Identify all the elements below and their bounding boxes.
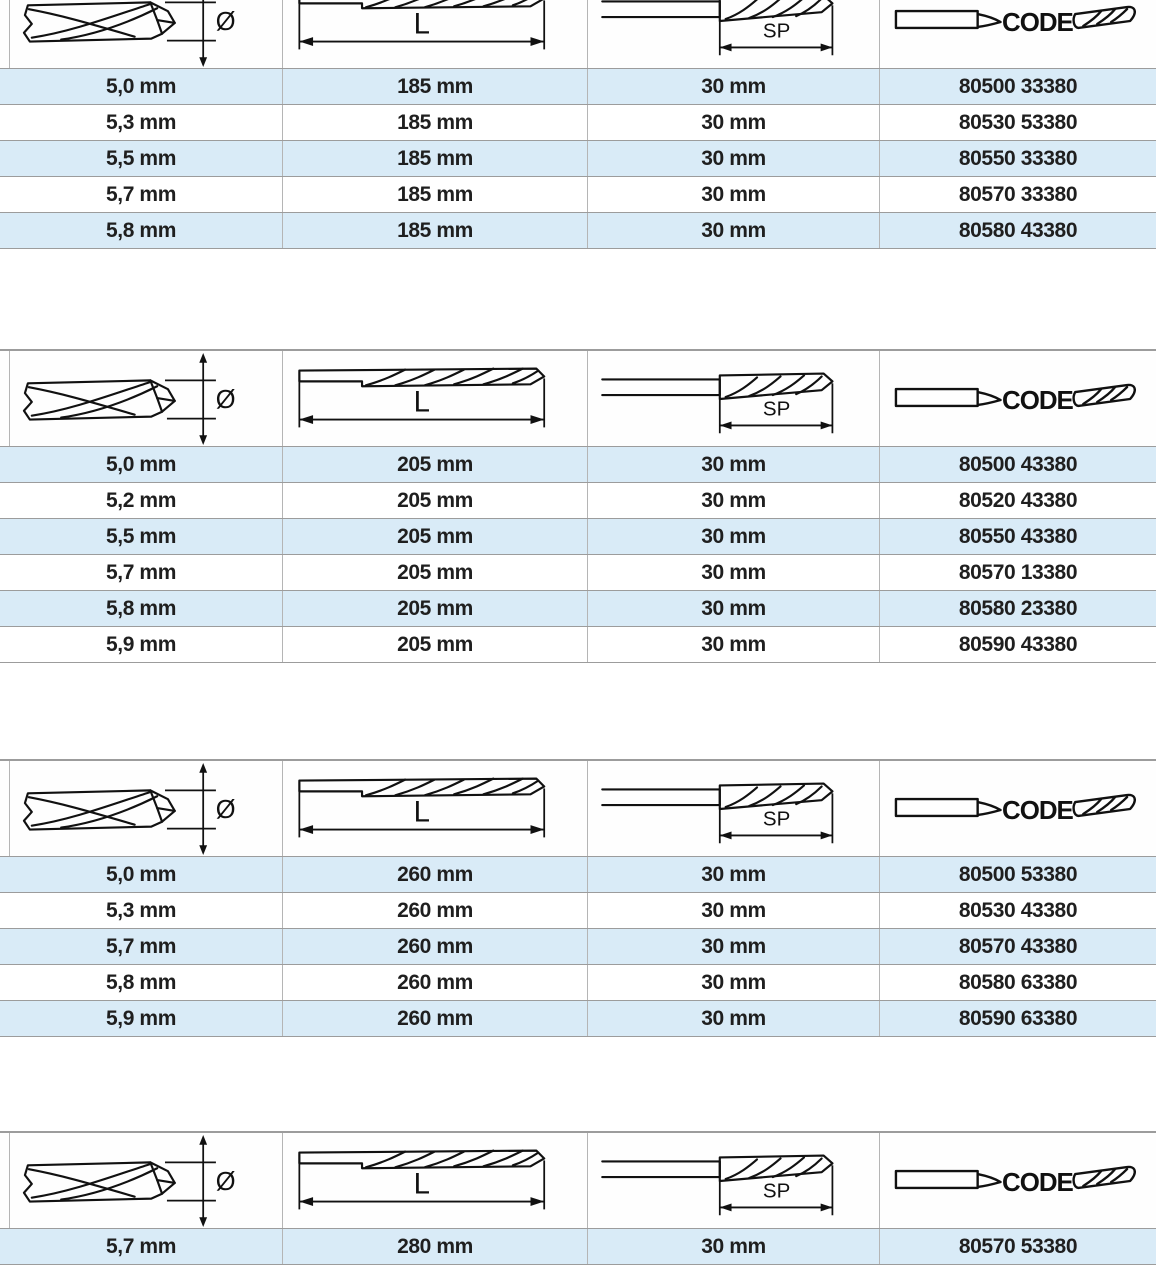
cell-code: 80500 43380 <box>958 452 1078 476</box>
spiral-length-diagram <box>588 761 879 856</box>
cell-length: 185 mm <box>283 69 588 104</box>
cell-length: 185 mm <box>283 177 588 212</box>
table-row <box>0 482 1156 518</box>
drill-length-diagram <box>283 1133 587 1228</box>
column-header-diameter <box>0 351 283 446</box>
cell-diameter: 5,8 mm <box>0 965 283 1000</box>
cell-diameter: 5,0 mm <box>0 69 283 104</box>
drill-table-205 <box>0 349 1156 662</box>
cell-code: 80580 63380 <box>958 970 1078 994</box>
cell-code: 80590 43380 <box>958 632 1078 656</box>
cell-code: 80550 43380 <box>958 524 1078 548</box>
drill-table-185 <box>0 0 1156 248</box>
code-drill-icon <box>880 1151 1156 1211</box>
table-row <box>0 68 1156 104</box>
partial-next-row <box>0 1264 1156 1272</box>
table-bottom-rule <box>0 662 1156 663</box>
column-header-code <box>880 351 1156 446</box>
diameter-symbol: Ø <box>215 385 236 414</box>
cell-diameter: 5,9 mm <box>0 1001 283 1036</box>
spiral-length-diagram <box>588 1133 879 1228</box>
cell-diameter: 5,3 mm <box>0 105 283 140</box>
cell-diameter: 5,0 mm <box>0 447 283 482</box>
cell-code: 80570 13380 <box>958 560 1078 584</box>
table-row <box>0 446 1156 482</box>
table-row <box>0 892 1156 928</box>
table-row <box>0 212 1156 248</box>
cell-diameter: 5,7 mm <box>0 1229 283 1264</box>
cell-code: 80530 53380 <box>958 110 1078 134</box>
cell-diameter: 5,9 mm <box>0 627 283 662</box>
cell-length: 260 mm <box>283 1001 588 1036</box>
cell-spiral: 30 mm <box>588 141 880 176</box>
cell-spiral: 30 mm <box>588 555 880 590</box>
cell-spiral: 30 mm <box>588 1229 880 1264</box>
cell-length: 280 mm <box>283 1229 588 1264</box>
cell-code: 80500 53380 <box>958 862 1078 886</box>
cell-diameter: 5,3 mm <box>0 893 283 928</box>
column-header-length <box>283 351 588 446</box>
table-row <box>0 856 1156 892</box>
table-row <box>0 1228 1156 1264</box>
table-row <box>0 176 1156 212</box>
cell-length: 185 mm <box>283 213 588 248</box>
table-body <box>0 1228 1156 1264</box>
column-header-spiral-length <box>588 761 880 856</box>
cell-diameter: 5,2 mm <box>0 483 283 518</box>
table-row <box>0 590 1156 626</box>
cell-length: 185 mm <box>283 141 588 176</box>
code-label: CODE <box>1002 8 1073 37</box>
table-bottom-rule <box>0 1036 1156 1037</box>
cell-spiral: 30 mm <box>588 483 880 518</box>
spiral-length-diagram <box>588 351 879 446</box>
table-row <box>0 626 1156 662</box>
cell-diameter: 5,8 mm <box>0 591 283 626</box>
table-row <box>0 964 1156 1000</box>
cell-spiral: 30 mm <box>588 447 880 482</box>
cell-code: 80590 63380 <box>958 1006 1078 1030</box>
table-header <box>0 1133 1156 1228</box>
cell-length: 260 mm <box>283 929 588 964</box>
spiral-length-symbol: SP <box>762 807 791 831</box>
cell-diameter: 5,7 mm <box>0 929 283 964</box>
cell-spiral: 30 mm <box>588 591 880 626</box>
drill-diameter-diagram <box>0 761 282 856</box>
table-header <box>0 0 1156 68</box>
cell-spiral: 30 mm <box>588 213 880 248</box>
diameter-symbol: Ø <box>215 795 236 824</box>
cell-code: 80500 33380 <box>958 74 1078 98</box>
drill-length-diagram <box>283 761 587 856</box>
cell-diameter: 5,7 mm <box>0 177 283 212</box>
table-body <box>0 856 1156 1036</box>
cell-diameter: 5,5 mm <box>0 141 283 176</box>
cell-spiral: 30 mm <box>588 519 880 554</box>
cell-spiral: 30 mm <box>588 893 880 928</box>
cell-diameter: 5,5 mm <box>0 519 283 554</box>
column-header-code <box>880 1133 1156 1228</box>
code-drill-icon <box>880 0 1156 51</box>
drill-diameter-diagram <box>0 351 282 446</box>
drill-table-280 <box>0 1131 1156 1272</box>
drill-diameter-diagram <box>0 0 282 68</box>
column-header-length <box>283 761 588 856</box>
length-symbol: L <box>413 795 430 829</box>
column-header-spiral-length <box>588 0 880 68</box>
cell-spiral: 30 mm <box>588 627 880 662</box>
cell-length: 205 mm <box>283 483 588 518</box>
code-label: CODE <box>1002 1168 1073 1197</box>
cell-code: 80570 53380 <box>958 1234 1078 1258</box>
cell-code: 80570 43380 <box>958 934 1078 958</box>
cell-spiral: 30 mm <box>588 929 880 964</box>
cell-code: 80550 33380 <box>958 146 1078 170</box>
drill-diameter-diagram <box>0 1133 282 1228</box>
cell-spiral: 30 mm <box>588 69 880 104</box>
spiral-length-diagram <box>588 0 879 68</box>
cell-length: 185 mm <box>283 105 588 140</box>
drill-length-diagram <box>283 0 587 68</box>
table-row <box>0 104 1156 140</box>
column-header-length <box>283 1133 588 1228</box>
cell-spiral: 30 mm <box>588 1001 880 1036</box>
column-header-spiral-length <box>588 351 880 446</box>
table-header <box>0 761 1156 856</box>
column-header-diameter <box>0 0 283 68</box>
cell-length: 260 mm <box>283 893 588 928</box>
drill-table-260 <box>0 759 1156 1036</box>
cell-code: 80520 43380 <box>958 488 1078 512</box>
cell-spiral: 30 mm <box>588 177 880 212</box>
cell-length: 260 mm <box>283 965 588 1000</box>
table-body <box>0 68 1156 248</box>
cell-diameter: 5,7 mm <box>0 555 283 590</box>
column-header-spiral-length <box>588 1133 880 1228</box>
table-row <box>0 518 1156 554</box>
diameter-symbol: Ø <box>215 7 236 36</box>
code-drill-icon <box>880 369 1156 429</box>
drill-length-diagram <box>283 351 587 446</box>
column-header-diameter <box>0 1133 283 1228</box>
cell-length: 205 mm <box>283 447 588 482</box>
cell-code: 80570 33380 <box>958 182 1078 206</box>
diameter-symbol: Ø <box>215 1167 236 1196</box>
cell-length: 260 mm <box>283 857 588 892</box>
column-header-length <box>283 0 588 68</box>
cell-diameter: 5,0 mm <box>0 857 283 892</box>
table-row <box>0 140 1156 176</box>
cell-length: 205 mm <box>283 627 588 662</box>
table-row <box>0 554 1156 590</box>
table-bottom-rule <box>0 248 1156 249</box>
table-body <box>0 446 1156 662</box>
cell-length: 205 mm <box>283 519 588 554</box>
column-header-code <box>880 0 1156 68</box>
table-header <box>0 351 1156 446</box>
length-symbol: L <box>413 1167 430 1201</box>
code-label: CODE <box>1002 386 1073 415</box>
spiral-length-symbol: SP <box>762 397 791 421</box>
cell-length: 205 mm <box>283 591 588 626</box>
code-label: CODE <box>1002 796 1073 825</box>
cell-spiral: 30 mm <box>588 965 880 1000</box>
cell-code: 80580 43380 <box>958 218 1078 242</box>
cell-length: 205 mm <box>283 555 588 590</box>
table-row <box>0 928 1156 964</box>
length-symbol: L <box>413 385 430 419</box>
cell-code: 80580 23380 <box>958 596 1078 620</box>
cell-diameter: 5,8 mm <box>0 213 283 248</box>
code-drill-icon <box>880 779 1156 839</box>
spiral-length-symbol: SP <box>762 1179 791 1203</box>
column-header-diameter <box>0 761 283 856</box>
length-symbol: L <box>413 7 430 41</box>
cell-code: 80530 43380 <box>958 898 1078 922</box>
table-row <box>0 1000 1156 1036</box>
spiral-length-symbol: SP <box>762 19 791 43</box>
cell-spiral: 30 mm <box>588 857 880 892</box>
cell-spiral: 30 mm <box>588 105 880 140</box>
column-header-code <box>880 761 1156 856</box>
